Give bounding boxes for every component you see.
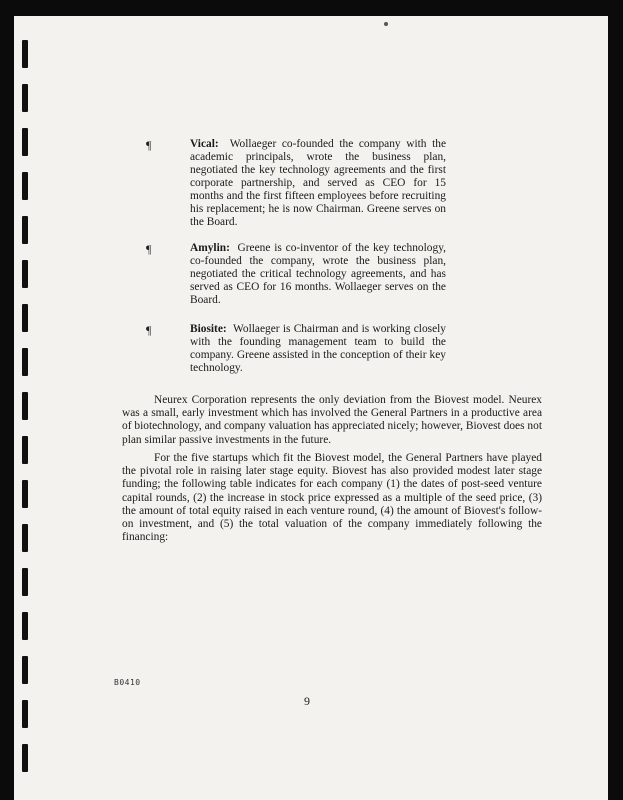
- binder-hole: [22, 172, 28, 200]
- binder-hole: [22, 128, 28, 156]
- binder-hole: [22, 568, 28, 596]
- binder-hole: [22, 260, 28, 288]
- page-smudge: [384, 22, 388, 26]
- binder-hole: [22, 656, 28, 684]
- paragraph-neurex: Neurex Corporation represents the only deviation from the Biovest model. Neurex was a small, early investment which has involved the General Partners in a productive area of biotechnology, and company valuation has appreciated nicely; however, Biovest does not plan similar passive investments in the future.: [122, 394, 542, 446]
- bullet-body: Wollaeger co-founded the company with the academic principals, wrote the business plan, negotiated the key technology agreements and the first corporate partnership, and served as CEO for 15 months and the first fifteen employees before recruiting his replacement; he is now Chairman. Greene serves on the Board.: [190, 138, 446, 228]
- binder-hole: [22, 348, 28, 376]
- pilcrow-icon: ¶: [146, 323, 152, 337]
- bullet-biosite: [146, 323, 446, 375]
- document-code: B0410: [114, 678, 141, 687]
- pilcrow-icon: ¶: [146, 138, 152, 152]
- bullet-text: [190, 323, 446, 375]
- bullet-label: Amylin:: [190, 242, 230, 254]
- binder-hole: [22, 392, 28, 420]
- binder-hole: [22, 612, 28, 640]
- binder-hole: [22, 480, 28, 508]
- document-page: [14, 16, 608, 800]
- bullet-label: Vical:: [190, 138, 219, 150]
- binder-hole: [22, 84, 28, 112]
- binder-hole: [22, 40, 28, 68]
- binder-hole: [22, 436, 28, 464]
- bullet-text: [190, 138, 446, 229]
- paragraph-later-stage: For the five startups which fit the Biovest model, the General Partners have played the pivotal role in raising later stage equity. Biovest has also provided modest later stage funding; the following table indicates for each company (1) the dates of post-seed venture capital rounds, (2) the increase in stock price expressed as a multiple of the seed price, (3) the amount of total equity raised in each venture round, (4) the amount of Biovest's follow-on investment, and (5) the total valuation of the company immediately following the financing:: [122, 452, 542, 544]
- bullet-vical: [146, 138, 446, 229]
- bullet-body: Wollaeger is Chairman and is working closely with the founding management team to build the company. Greene assisted in the conception of their key technology.: [190, 323, 446, 374]
- bullet-label: Biosite:: [190, 323, 227, 335]
- bullet-text: [190, 242, 446, 307]
- binder-hole: [22, 524, 28, 552]
- binder-hole: [22, 304, 28, 332]
- binder-hole: [22, 700, 28, 728]
- bullet-body: Greene is co-inventor of the key technology, co-founded the company, wrote the business plan, negotiated the critical technology agreements, and has served as CEO for 16 months. Wollaeger serves on the Board.: [190, 242, 446, 306]
- binder-hole: [22, 744, 28, 772]
- pilcrow-icon: ¶: [146, 242, 152, 256]
- binder-hole: [22, 216, 28, 244]
- bullet-amylin: [146, 242, 446, 307]
- page-number: 9: [304, 694, 310, 708]
